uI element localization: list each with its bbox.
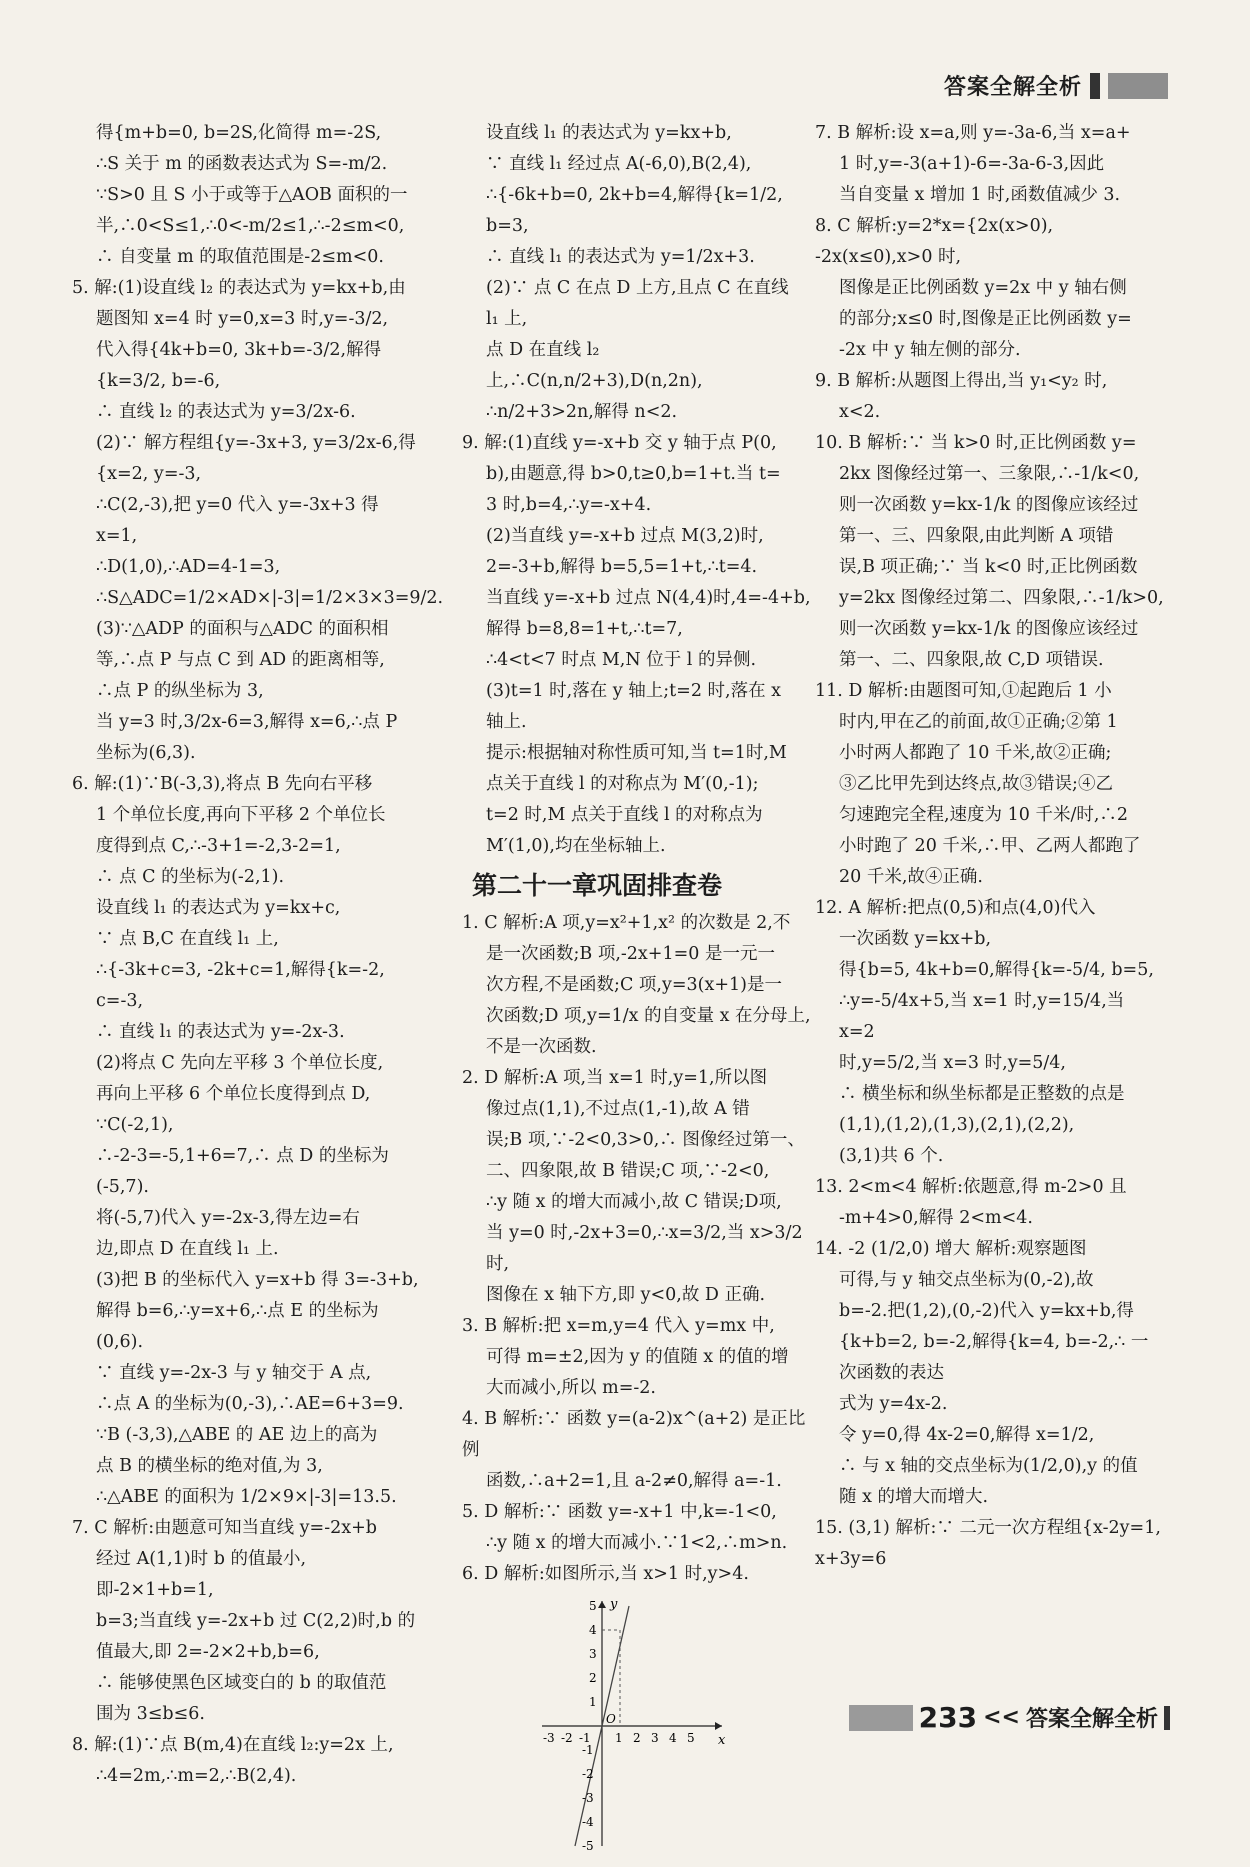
x-axis-label: x [718, 1733, 726, 1748]
text-line: 1 时,y=-3(a+1)-6=-3a-6-3,因此 [839, 154, 1105, 174]
column-middle-top [462, 118, 812, 862]
text-line: 可得,与 y 轴交点坐标为(0,-2),故 [839, 1270, 1094, 1290]
text-line: 2. D 解析:A 项,当 x=1 时,y=1,所以图 [462, 1068, 768, 1088]
text-line: 误,B 项正确;∵ 当 k<0 时,正比例函数 [839, 557, 1138, 577]
text-line: 解得 b=8,8=1+t,∴t=7, [486, 619, 683, 639]
footer-arrows: << [983, 1705, 1020, 1730]
x-tick-label: -1 [579, 1731, 591, 1745]
text-line: (2)将点 C 先向左平移 3 个单位长度, [96, 1053, 384, 1073]
text-line: 坐标为(6,3). [96, 743, 196, 763]
text-line: (2)∵ 解方程组{y=-3x+3, y=3/2x-6,得{x=2, y=-3, [96, 433, 416, 484]
text-line: (3)t=1 时,落在 y 轴上;t=2 时,落在 x [486, 681, 782, 701]
text-line: ∴y=-5/4x+5,当 x=1 时,y=15/4,当 x=2 [839, 991, 1125, 1042]
header-block [1108, 73, 1168, 99]
text-line: 得{b=5, 4k+b=0,解得{k=-5/4, b=5, [839, 960, 1154, 980]
text-line: ∴D(1,0),∴AD=4-1=3, [96, 557, 281, 577]
text-line: (3)∵△ADP 的面积与△ADC 的面积相 [96, 619, 389, 639]
text-line: ∴△ABE 的面积为 1/2×9×|-3|=13.5. [96, 1487, 397, 1507]
header-title: 答案全解全析 [943, 75, 1082, 100]
text-line: ∵ 直线 y=-2x-3 与 y 轴交于 A 点, [96, 1363, 372, 1383]
text-line: 小时两人都跑了 10 千米,故②正确; [839, 743, 1112, 763]
footer-block [849, 1705, 913, 1731]
y-tick-label: -3 [582, 1791, 594, 1805]
text-line: (-5,7). [96, 1177, 149, 1197]
text-line: ∵C(-2,1), [96, 1115, 174, 1135]
text-line: (2)∵ 点 C 在点 D 上方,且点 C 在直线 [486, 278, 789, 298]
text-line: b=-2.把(1,2),(0,-2)代入 y=kx+b,得 [839, 1301, 1134, 1321]
text-line: 则一次函数 y=kx-1/k 的图像应该经过 [839, 495, 1139, 515]
x-tick-label: 1 [615, 1731, 623, 1745]
text-line: ∴n/2+3>2n,解得 n<2. [486, 402, 678, 422]
page-footer [849, 1701, 1170, 1734]
text-line: ∴ 与 x 轴的交点坐标为(1/2,0),y 的值 [839, 1456, 1138, 1476]
text-line: ∵S>0 且 S 小于或等于△AOB 面积的一 [96, 185, 408, 205]
y-tick-label: 4 [589, 1623, 597, 1637]
text-line: 点 B 的横坐标的绝对值,为 3, [96, 1456, 323, 1476]
text-line: ∴点 A 的坐标为(0,-3),∴AE=6+3=9. [96, 1394, 404, 1414]
text-line: ∴C(2,-3),把 y=0 代入 y=-3x+3 得 x=1, [96, 495, 379, 546]
y-tick-label: -1 [582, 1743, 594, 1757]
text-line: ∴4=2m,∴m=2,∴B(2,4). [96, 1766, 297, 1786]
text-line: 当自变量 x 增加 1 时,函数值减少 3. [839, 185, 1121, 205]
text-line: 点 D 在直线 l₂ 上,∴C(n,n/2+3),D(n,2n), [486, 340, 703, 391]
y-tick-label: 1 [589, 1695, 597, 1709]
text-line: 边,即点 D 在直线 l₁ 上. [96, 1239, 279, 1259]
text-line: 经过 A(1,1)时 b 的值最小,即-2×1+b=1, [96, 1549, 307, 1600]
text-line: 可得 m=±2,因为 y 的值随 x 的值的增 [486, 1347, 789, 1367]
column-right [815, 118, 1165, 1575]
text-line: 题图知 x=4 时 y=0,x=3 时,y=-3/2, [96, 309, 389, 329]
text-line: ∵B (-3,3),△ABE 的 AE 边上的高为 [96, 1425, 378, 1445]
text-line: 当 y=0 时,-2x+3=0,∴x=3/2,当 x>3/2 时, [486, 1223, 803, 1274]
text-line: 像过点(1,1),不过点(1,-1),故 A 错 [486, 1099, 750, 1119]
text-line: x<2. [839, 402, 881, 422]
text-line: 11. D 解析:由题图可知,①起跑后 1 小 [815, 681, 1112, 701]
y-tick-label: 5 [589, 1599, 597, 1613]
x-tick-label: 2 [633, 1731, 641, 1745]
text-line: 度得到点 C,∴-3+1=-2,3-2=1, [96, 836, 341, 856]
x-tick-label: -3 [543, 1731, 555, 1745]
text-line: 7. B 解析:设 x=a,则 y=-3a-6,当 x=a+ [815, 123, 1131, 143]
y-tick-label: 3 [589, 1647, 597, 1661]
text-line: ∴y 随 x 的增大而减小,故 C 错误;D项, [486, 1192, 782, 1212]
text-line: b),由题意,得 b>0,t≥0,b=1+t.当 t= [486, 464, 781, 484]
text-line: (3)把 B 的坐标代入 y=x+b 得 3=-3+b, [96, 1270, 419, 1290]
text-line: 3 时,b=4,∴y=-x+4. [486, 495, 652, 515]
text-line: 大而减小,所以 m=-2. [486, 1378, 656, 1398]
function-graph [532, 1596, 732, 1856]
text-line: 2=-3+b,解得 b=5,5=1+t,∴t=4. [486, 557, 758, 577]
column-middle-bottom [462, 908, 812, 1590]
text-line: 是一次函数;B 项,-2x+1=0 是一元一 [486, 944, 775, 964]
text-line: ∴y 随 x 的增大而减小.∵1<2,∴m>n. [486, 1533, 788, 1553]
text-line: ∴-2-3=-5,1+6=7,∴ 点 D 的坐标为 [96, 1146, 389, 1166]
text-line: 小时跑了 20 千米,∴甲、乙两人都跑了 [839, 836, 1141, 856]
text-line: 误;B 项,∵-2<0,3>0,∴ 图像经过第一、 [486, 1130, 805, 1150]
text-line: {k+b=2, b=-2,解得{k=4, b=-2,∴ 一次函数的表达 [839, 1332, 1149, 1383]
text-line: 12. A 解析:把点(0,5)和点(4,0)代入 [815, 898, 1096, 918]
y-axis-label: y [610, 1597, 618, 1612]
text-line: 设直线 l₁ 的表达式为 y=kx+b, [486, 123, 732, 143]
text-line: ∴ 点 C 的坐标为(-2,1). [96, 867, 285, 887]
text-line: ∴ 直线 l₁ 的表达式为 y=-2x-3. [96, 1022, 345, 1042]
text-line: l₁ 上, [486, 309, 528, 329]
text-line: 轴上. [486, 712, 527, 732]
text-line: 第一、二、四象限,故 C,D 项错误. [839, 650, 1104, 670]
text-line: ∴S△ADC=1/2×AD×|-3|=1/2×3×3=9/2. [96, 588, 444, 608]
y-axis-arrow [598, 1601, 606, 1608]
text-line: 随 x 的增大而增大. [839, 1487, 989, 1507]
text-line: 则一次函数 y=kx-1/k 的图像应该经过 [839, 619, 1139, 639]
x-tick-label: 5 [687, 1731, 695, 1745]
text-line: 时,y=5/2,当 x=3 时,y=5/4, [839, 1053, 1066, 1073]
y-tick-label: -2 [582, 1767, 594, 1781]
text-line: M′(1,0),均在坐标轴上. [486, 836, 666, 856]
text-line: 将(-5,7)代入 y=-2x-3,得左边=右 [96, 1208, 360, 1228]
text-line: 围为 3≤b≤6. [96, 1704, 205, 1724]
text-line: ∴ 自变量 m 的取值范围是-2≤m<0. [96, 247, 384, 267]
text-line: 图像是正比例函数 y=2x 中 y 轴右侧 [839, 278, 1127, 298]
text-line: 1 个单位长度,再向下平移 2 个单位长 [96, 805, 386, 825]
text-line: ∵ 直线 l₁ 经过点 A(-6,0),B(2,4), [486, 154, 752, 174]
text-line: 得{m+b=0, b=2S,化简得 m=-2S, [96, 123, 382, 143]
text-line: ∴S 关于 m 的函数表达式为 S=-m/2. [96, 154, 388, 174]
x-axis-arrow [715, 1722, 722, 1730]
text-line: 半,∴0<S≤1,∴0<-m/2≤1,∴-2≤m<0, [96, 216, 405, 236]
footer-divider [1164, 1706, 1170, 1730]
text-line: 9. B 解析:从题图上得出,当 y₁<y₂ 时, [815, 371, 1108, 391]
text-line: 次方程,不是函数;C 项,y=3(x+1)是一 [486, 975, 782, 995]
text-line: 14. -2 (1/2,0) 增大 解析:观察题图 [815, 1239, 1087, 1259]
text-line: 5. 解:(1)设直线 l₂ 的表达式为 y=kx+b,由 [72, 278, 406, 298]
text-line: 的部分;x≤0 时,图像是正比例函数 y= [839, 309, 1132, 329]
text-line: 匀速跑完全程,速度为 10 千米/时,∴2 [839, 805, 1129, 825]
text-line: 二、四象限,故 B 错误;C 项,∵-2<0, [486, 1161, 770, 1181]
text-line: 一次函数 y=kx+b, [839, 929, 992, 949]
text-line: t=2 时,M 点关于直线 l 的对称点为 [486, 805, 763, 825]
text-line: 6. 解:(1)∵B(-3,3),将点 B 先向右平移 [72, 774, 373, 794]
text-line: 解得 b=6,∴y=x+6,∴点 E 的坐标为(0,6). [96, 1301, 379, 1352]
text-line: 1. C 解析:A 项,y=x²+1,x² 的次数是 2,不 [462, 913, 791, 933]
text-line: 函数,∴a+2=1,且 a-2≠0,解得 a=-1. [486, 1471, 782, 1491]
text-line: 等,∴点 P 与点 C 到 AD 的距离相等, [96, 650, 385, 670]
text-line: ∴4<t<7 时点 M,N 位于 l 的异侧. [486, 650, 757, 670]
text-line: 9. 解:(1)直线 y=-x+b 交 y 轴于点 P(0, [462, 433, 777, 453]
x-tick-label: 4 [669, 1731, 677, 1745]
text-line: 8. C 解析:y=2*x={2x(x>0), -2x(x≤0),x>0 时, [815, 216, 1054, 267]
text-line: ∴ 横坐标和纵坐标都是正整数的点是 [839, 1084, 1125, 1104]
text-line: ∴{-3k+c=3, -2k+c=1,解得{k=-2, c=-3, [96, 960, 385, 1011]
text-line: 6. D 解析:如图所示,当 x>1 时,y>4. [462, 1564, 749, 1584]
text-line: 7. C 解析:由题意可知当直线 y=-2x+b [72, 1518, 378, 1538]
column-middle [462, 118, 812, 1867]
text-line: (3,1)共 6 个. [839, 1146, 944, 1166]
page-header [944, 70, 1168, 101]
text-line: 不是一次函数. [486, 1037, 597, 1057]
text-line: ③乙比甲先到达终点,故③错误;④乙 [839, 774, 1113, 794]
origin-label: O [606, 1712, 616, 1726]
text-line: 式为 y=4x-2. [839, 1394, 948, 1414]
text-line: ∴ 直线 l₂ 的表达式为 y=3/2x-6. [96, 402, 356, 422]
x-tick-label: 3 [651, 1731, 659, 1745]
text-line: (1,1),(1,2),(1,3),(2,1),(2,2), [839, 1115, 1075, 1135]
text-line: 点关于直线 l 的对称点为 M′(0,-1); [486, 774, 759, 794]
text-line: 设直线 l₁ 的表达式为 y=kx+c, [96, 898, 341, 918]
text-line: 10. B 解析:∵ 当 k>0 时,正比例函数 y= [815, 433, 1137, 453]
text-line: 8. 解:(1)∵点 B(m,4)在直线 l₂:y=2x 上, [72, 1735, 394, 1755]
text-line: 4. B 解析:∵ 函数 y=(a-2)x^(a+2) 是正比例 [462, 1409, 806, 1460]
text-line: b=3;当直线 y=-2x+b 过 C(2,2)时,b 的 [96, 1611, 416, 1631]
text-line: ∵ 点 B,C 在直线 l₁ 上, [96, 929, 279, 949]
text-line: 再向上平移 6 个单位长度得到点 D, [96, 1084, 371, 1104]
text-line: 图像在 x 轴下方,即 y<0,故 D 正确. [486, 1285, 766, 1305]
text-line: 20 千米,故④正确. [839, 867, 983, 887]
text-line: 13. 2<m<4 解析:依题意,得 m-2>0 且 [815, 1177, 1127, 1197]
text-line: 第一、三、四象限,由此判断 A 项错 [839, 526, 1114, 546]
text-line: 提示:根据轴对称性质可知,当 t=1时,M [486, 743, 787, 763]
text-line: 5. D 解析:∵ 函数 y=-x+1 中,k=-1<0, [462, 1502, 777, 1522]
text-line: 代入得{4k+b=0, 3k+b=-3/2,解得{k=3/2, b=-6, [96, 340, 382, 391]
text-line: 15. (3,1) 解析:∵ 二元一次方程组{x-2y=1, x+3y=6 [815, 1518, 1161, 1569]
text-line: 当直线 y=-x+b 过点 N(4,4)时,4=-4+b, [486, 588, 811, 608]
text-line: 2kx 图像经过第一、三象限,∴-1/k<0, [839, 464, 1140, 484]
text-line: 3. B 解析:把 x=m,y=4 代入 y=mx 中, [462, 1316, 775, 1336]
text-line: ∴点 P 的纵坐标为 3, [96, 681, 264, 701]
text-line: -2x 中 y 轴左侧的部分. [839, 340, 1021, 360]
y-tick-label: -5 [582, 1839, 594, 1853]
text-line: ∴ 能够使黑色区域变白的 b 的取值范 [96, 1673, 387, 1693]
text-line: ∴{-6k+b=0, 2k+b=4,解得{k=1/2, b=3, [486, 185, 783, 236]
x-tick-label: -2 [561, 1731, 573, 1745]
y-tick-label: -4 [582, 1815, 594, 1829]
text-line: 时内,甲在乙的前面,故①正确;②第 1 [839, 712, 1118, 732]
header-divider [1090, 73, 1100, 99]
text-line: (2)当直线 y=-x+b 过点 M(3,2)时, [486, 526, 764, 546]
footer-title: 答案全解全析 [1025, 1707, 1158, 1732]
text-line: 令 y=0,得 4x-2=0,解得 x=1/2, [839, 1425, 1095, 1445]
text-line: 次函数;D 项,y=1/x 的自变量 x 在分母上, [486, 1006, 811, 1026]
text-line: y=2kx 图像经过第二、四象限,∴-1/k>0, [839, 588, 1164, 608]
text-line: 值最大,即 2=-2×2+b,b=6, [96, 1642, 320, 1662]
text-line: 当 y=3 时,3/2x-6=3,解得 x=6,∴点 P [96, 712, 398, 732]
text-line: ∴ 直线 l₁ 的表达式为 y=1/2x+3. [486, 247, 755, 267]
column-left [72, 118, 444, 1792]
y-tick-label: 2 [589, 1671, 597, 1685]
x-tick-labels [543, 1731, 695, 1745]
section-title: 第二十一章巩固排查卷 [472, 871, 723, 900]
page-number: 233 [918, 1701, 978, 1734]
text-line: -m+4>0,解得 2<m<4. [839, 1208, 1033, 1228]
